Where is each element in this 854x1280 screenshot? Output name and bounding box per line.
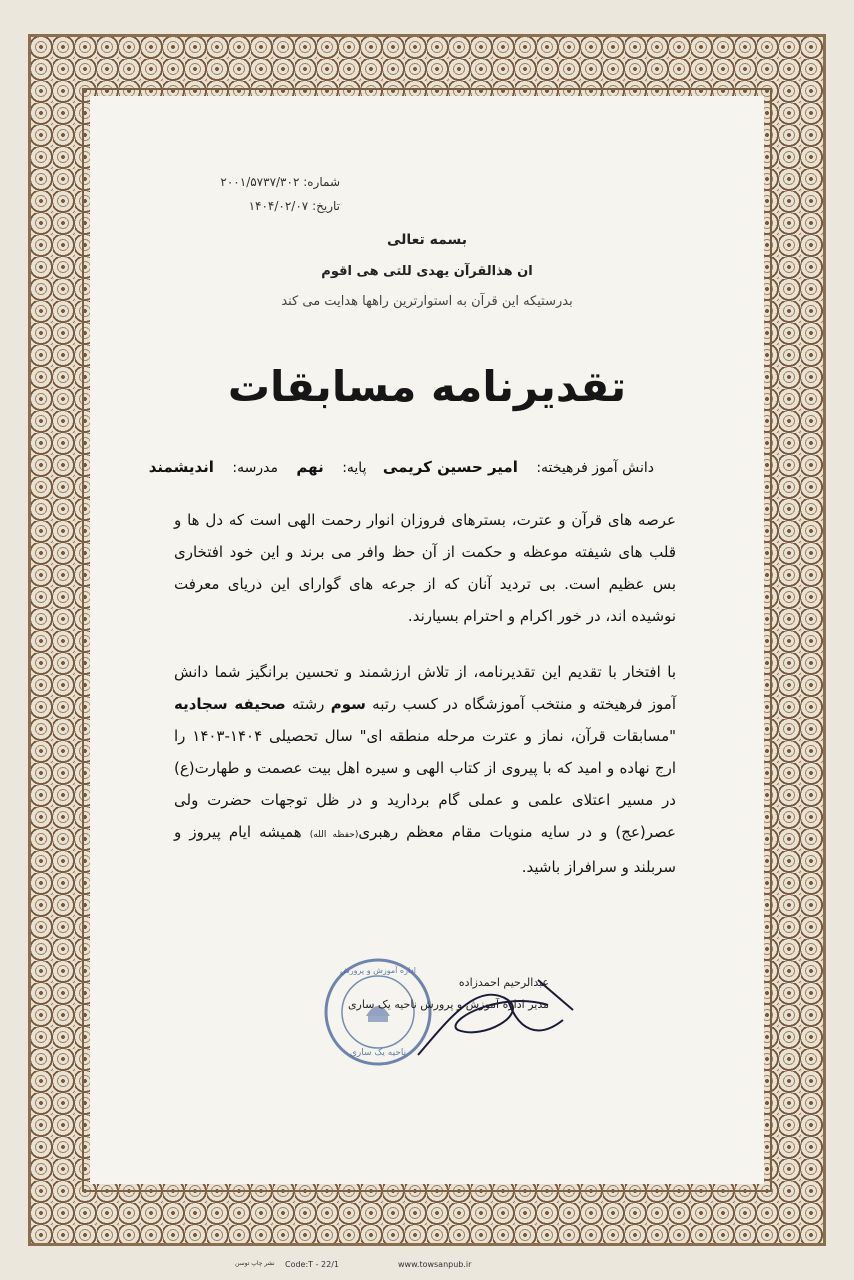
- reference-number: شماره: ۲۰۰۱/۵۷۳۷/۳۰۲: [220, 175, 340, 189]
- certificate-title: تقدیرنامه مسابقات: [227, 362, 627, 411]
- footer-url: www.towsanpub.ir: [398, 1260, 472, 1269]
- verse-translation: بدرستیکه این قرآن به استوارترین راهها هدایت می کند: [281, 294, 573, 309]
- paragraph-intro: عرصه های قرآن و عترت، بسترهای فروزان انوار رحمت الهی است که دل ها و قلب های شیفته موعظه و حکمت از آن حظ وافر می برند و این خود افتخاری بس عظیم است. بی تردید آنان که از جرعه های گوارای این دریای معرفت نوشیده اند، در خور اکرام و احترام بسیارند.: [174, 511, 676, 625]
- footer-code: Code:T - 22/1: [285, 1260, 339, 1269]
- grade-value: نهم: [296, 458, 324, 476]
- student-label: دانش آموز فرهیخته:: [536, 460, 654, 476]
- rank-value: سوم: [330, 695, 366, 713]
- seal-top-text: اداره آموزش و پرورش: [340, 966, 416, 975]
- reference-date: تاریخ: ۱۴۰۴/۰۲/۰۷: [248, 199, 340, 213]
- school-value: اندیشمند: [148, 458, 214, 476]
- signer-block: [348, 972, 549, 1016]
- paragraph-appreciation: با افتخار با تقدیم این تقدیرنامه، از تلاش ارزشمند و تحسین برانگیز شما دانش آموز فرهیخته و منتخب آموزشگاه در کسب رتبه سوم رشته صحیفه سجادیه "مسابقات قرآن، نماز و عترت مرحله منطقه ای" سال تحصیلی ۱۴۰۴-۱۴۰۳ را ارج نهاده و امید که با پیروی از کتاب الهی و سیره اهل بیت عصمت و طهارت(ع) در مسیر اعتلای علمی و عملی گام بردارید و در ظل توجهات حضرت ولی عصر(عج) و در سایه منویات مقام معظم رهبری(حفظه الله) همیشه ایام پیروز و سربلند و سرافراز باشید.: [174, 663, 676, 876]
- seal-bottom-text: ناحیه یک ساری: [349, 1048, 407, 1058]
- grade-label: پایه:: [342, 460, 367, 476]
- quran-verse: ان هذالقرآن یهدی للتی هی اقوم: [321, 264, 533, 279]
- footer-publisher: نشر چاپ توسن: [235, 1260, 275, 1267]
- student-name: امیر حسین کریمی: [382, 458, 518, 476]
- signer-position: مدیر اداره آموزش و پرورش ناحیه یک ساری: [347, 998, 549, 1011]
- school-label: مدرسه:: [232, 460, 278, 476]
- signer-name: عبدالرحیم احمدزاده: [458, 976, 549, 989]
- basmala: بسمه تعالی: [386, 232, 468, 248]
- student-info: [135, 458, 654, 476]
- reference-block: [140, 170, 340, 218]
- field-value: صحیفه سجادیه: [174, 695, 286, 713]
- footer: [0, 1254, 854, 1280]
- honorific: (حفظه الله): [309, 830, 359, 840]
